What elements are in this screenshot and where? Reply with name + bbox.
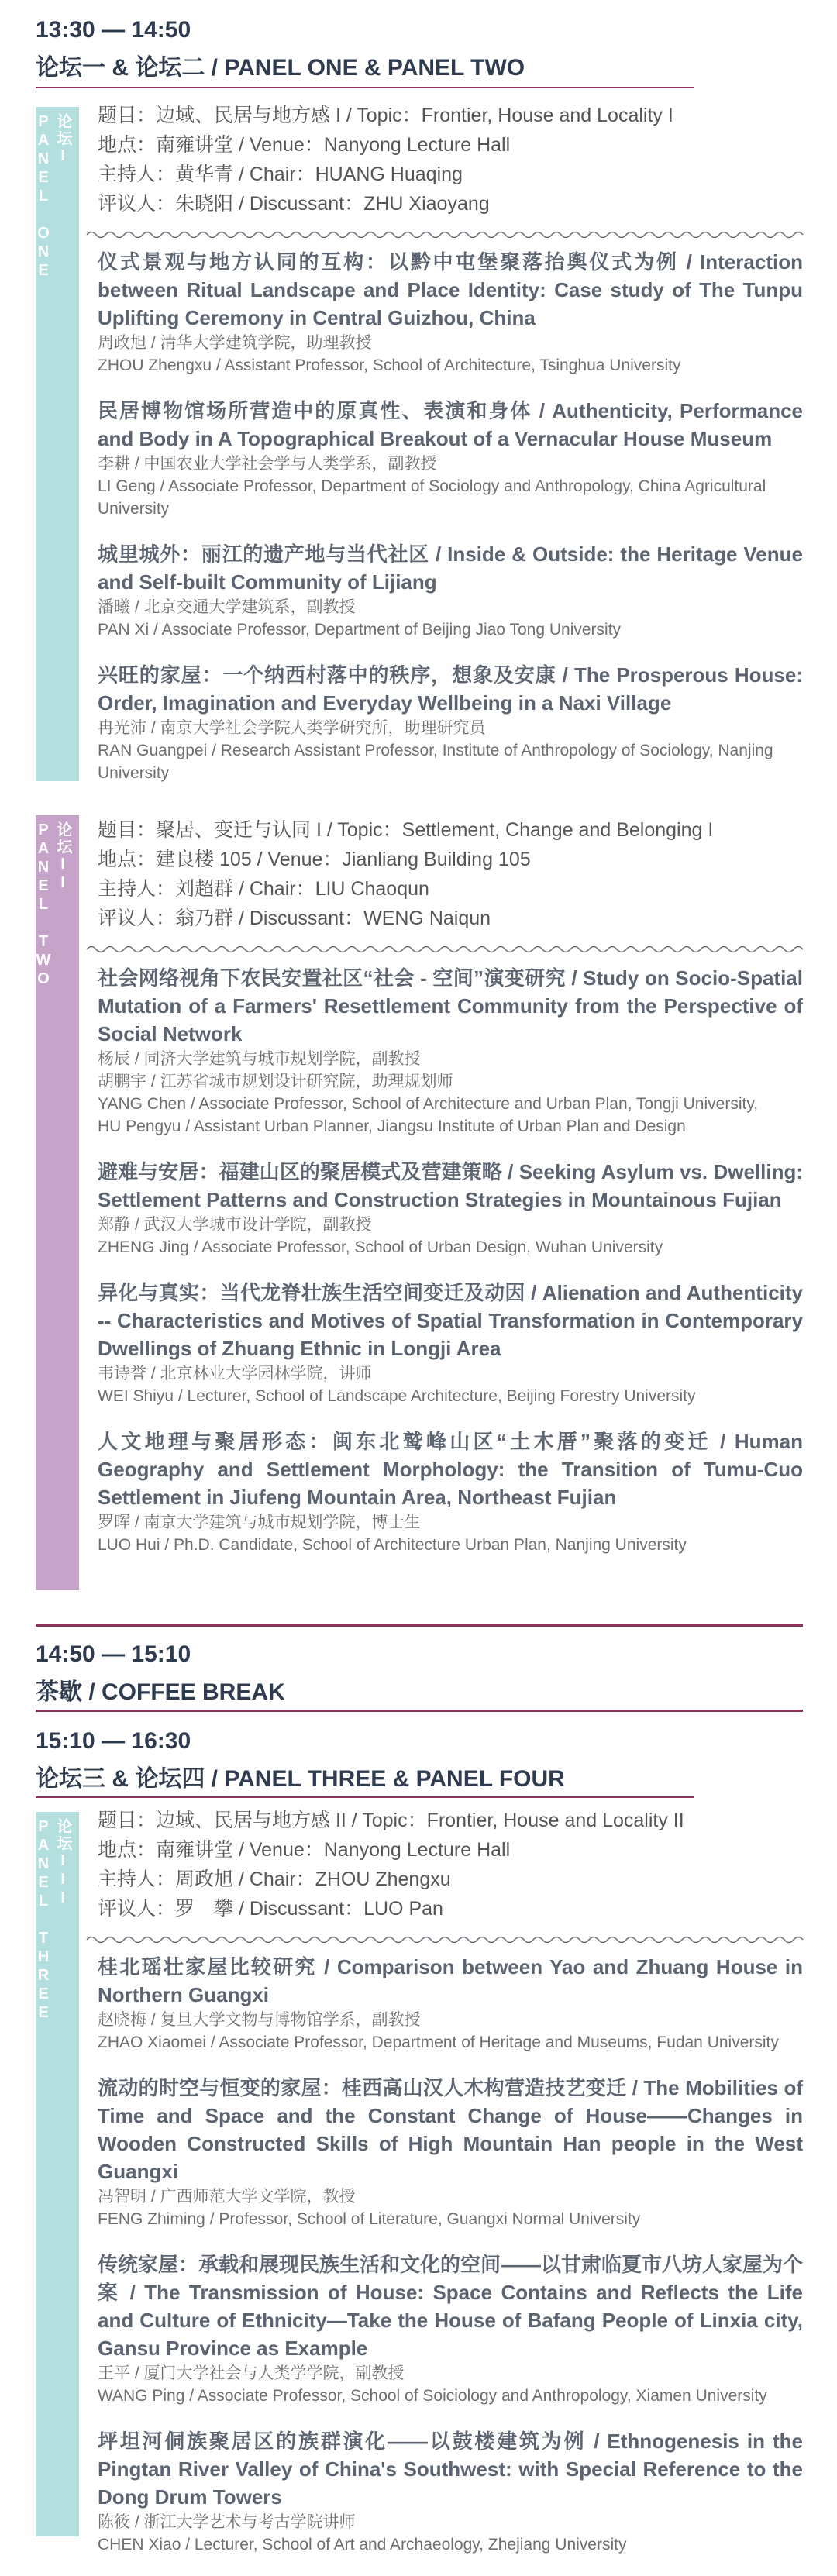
panel-chair: 主持人：周政旭 / Chair：ZHOU Zhengxu — [98, 1868, 451, 1890]
panel-two-info — [98, 815, 713, 933]
talk-presenter — [98, 2362, 803, 2407]
talk-item — [98, 1953, 803, 2054]
presenter-cn: 胡鹏宇 / 江苏省城市规划设计研究院，助理规划师 — [98, 1073, 453, 1090]
presenter-en: CHEN Xiao / Lecturer, School of Art and Archaeology, Zhejiang University — [98, 2536, 627, 2554]
slot-time: 13:30 — 14:50 — [36, 17, 191, 43]
talk-item — [98, 1279, 803, 1407]
panel-topic: 题目：边域、民居与地方感 II / Topic：Frontier, House and Locality II — [98, 1810, 684, 1831]
talk-item — [98, 2074, 803, 2230]
talk-title: 兴旺的家屋：一个纳西村落中的秩序，想象及安康 / The Prosperous House: Order, Imagination and Everyday Wellbeing in a Naxi Village — [98, 663, 803, 715]
slot-divider — [36, 1796, 694, 1798]
panel-chair: 主持人：黄华青 / Chair：HUANG Huaqing — [98, 164, 463, 185]
talk-item — [98, 2251, 803, 2407]
presenter-en: HU Pengyu / Assistant Urban Planner, Jiangsu Institute of Urban Plan and Design — [98, 1118, 686, 1135]
presenter-cn: 冯智明 / 广西师范大学文学院，教授 — [98, 2188, 356, 2206]
panel-topic: 题目：边域、民居与地方感 I / Topic：Frontier, House and Locality I — [98, 105, 673, 126]
panel-one-talks — [98, 248, 803, 804]
presenter-cn: 冉光沛 / 南京大学社会学院人类学研究所，助理研究员 — [98, 719, 486, 737]
panel-topic: 题目：聚居、变迁与认同 I / Topic：Settlement, Change and Belonging I — [98, 819, 714, 841]
panel-label-en: PANEL THREE — [35, 1818, 52, 2023]
talk-title: 仪式景观与地方认同的互构：以黔中屯堡聚落抬舆仪式为例 / Interaction between Ritual Landscape and Place Identity: Case study of The Tunpu Uplifting Ceremony in Central Guizhou, China — [98, 250, 803, 329]
presenter-cn: 杨辰 / 同济大学建筑与城市规划学院，副教授 — [98, 1050, 421, 1068]
talk-title: 避难与安居：福建山区的聚居模式及营建策略 / Seeking Asylum vs. Dwelling: Settlement Patterns and Construction Strategies in Mountainous Fujian — [98, 1160, 803, 1211]
presenter-cn: 罗晖 / 南京大学建筑与城市规划学院，博士生 — [98, 1514, 421, 1531]
presenter-cn: 李耕 / 中国农业大学社会学与人类学系，副教授 — [98, 455, 437, 473]
presenter-en: YANG Chen / Associate Professor, School of Architecture and Urban Plan, Tongji University, — [98, 1095, 759, 1113]
presenter-cn: 陈筱 / 浙江大学艺术与考古学院讲师 — [98, 2513, 356, 2531]
slot-title: 论坛一 & 论坛二 / PANEL ONE & PANEL TWO — [36, 55, 525, 81]
talk-presenter — [98, 717, 803, 784]
talk-item — [98, 1158, 803, 1259]
panel-discussant: 评议人：翁乃群 / Discussant：WENG Naiqun — [98, 907, 491, 929]
talk-item — [98, 248, 803, 377]
talk-title: 传统家屋：承载和展现民族生活和文化的空间——以甘肃临夏市八坊人家屋为个案 / The Transmission of House: Space Contains and Reflects the Life and Culture of Ethnicity—Take the House of Bafang People of Linxia city, Gansu Province as Example — [98, 2253, 804, 2360]
talk-title: 异化与真实：当代龙脊壮族生活空间变迁及动因 / Alienation and Authenticity -- Characteristics and Motives of Spatial Transformation in Contemporary Dwellings of Zhuang Ethnic in Longji Area — [98, 1281, 803, 1360]
presenter-cn: 韦诗誉 / 北京林业大学园林学院，讲师 — [98, 1365, 372, 1383]
presenter-en: RAN Guangpei / Research Assistant Professor, Institute of Anthropology of Sociology, Nanjing University — [98, 742, 773, 782]
panel-label-cn: 论坛III — [54, 1818, 71, 1908]
talk-item — [98, 661, 803, 784]
talk-title: 社会网络视角下农民安置社区“社会 - 空间”演变研究 / Study on Socio-Spatial Mutation of a Farmers' Resettlement Community from the Perspective of Social Network — [98, 966, 803, 1045]
talk-presenter — [98, 332, 803, 377]
presenter-en: PAN Xi / Associate Professor, Department of Beijing Jiao Tong University — [98, 621, 622, 639]
talk-presenter — [98, 453, 803, 520]
talk-presenter — [98, 1214, 803, 1259]
talk-title: 民居博物馆场所营造中的原真性、表演和身体 / Authenticity, Performance and Body in A Topographical Breakout of a Vernacular House Museum — [98, 399, 803, 450]
panel-venue: 地点：建良楼 105 / Venue：Jianliang Building 105 — [98, 849, 531, 870]
talk-presenter — [98, 596, 803, 641]
talk-item — [98, 397, 803, 520]
talk-item — [98, 2427, 803, 2556]
talk-presenter — [98, 2511, 803, 2556]
panel-label-en: PANEL ONE — [35, 113, 52, 281]
presenter-cn: 潘曦 / 北京交通大学建筑系，副教授 — [98, 598, 356, 616]
talk-title: 坪坦河侗族聚居区的族群演化——以鼓楼建筑为例 / Ethnogenesis in the Pingtan River Valley of China's Southwest: with Special Reference to the Dong Drum Towers — [98, 2430, 803, 2509]
presenter-cn: 赵晓梅 / 复旦大学文物与博物馆学系，副教授 — [98, 2011, 421, 2029]
presenter-en: LUO Hui / Ph.D. Candidate, School of Architecture Urban Plan, Nanjing University — [98, 1536, 687, 1554]
presenter-en: ZHENG Jing / Associate Professor, School of Urban Design, Wuhan University — [98, 1238, 663, 1256]
presenter-en: FENG Zhiming / Professor, School of Literature, Guangxi Normal University — [98, 2210, 641, 2228]
panel-three-info — [98, 1806, 684, 1923]
presenter-en: ZHAO Xiaomei / Associate Professor, Department of Heritage and Museums, Fudan University — [98, 2034, 779, 2051]
talk-presenter — [98, 1362, 803, 1407]
panel-label-en: PANEL TWO — [35, 821, 52, 989]
panel-label-cn: 论坛I — [54, 113, 71, 166]
presenter-cn: 郑静 / 武汉大学城市设计学院，副教授 — [98, 1216, 372, 1234]
panel-three-talks — [98, 1953, 803, 2576]
panel-venue: 地点：南雍讲堂 / Venue：Nanyong Lecture Hall — [98, 1839, 511, 1861]
section-divider — [36, 1710, 803, 1712]
wave-divider — [87, 944, 803, 955]
panel-two-label — [35, 821, 74, 989]
wave-divider — [87, 229, 803, 240]
slot-time: 15:10 — 16:30 — [36, 1728, 191, 1754]
talk-item — [98, 540, 803, 641]
presenter-en: ZHOU Zhengxu / Assistant Professor, School of Architecture, Tsinghua University — [98, 356, 681, 374]
talk-item — [98, 964, 803, 1138]
slot-time: 14:50 — 15:10 — [36, 1641, 191, 1667]
panel-label-cn: 论坛II — [54, 821, 71, 893]
panel-one-info — [98, 101, 673, 219]
panel-three-label — [35, 1818, 74, 2023]
slot-divider — [36, 87, 694, 88]
slot-title: 论坛三 & 论坛四 / PANEL THREE & PANEL FOUR — [36, 1766, 565, 1792]
talk-presenter — [98, 1511, 803, 1556]
panel-two-talks — [98, 964, 803, 1576]
panel-chair: 主持人：刘超群 / Chair：LIU Chaoqun — [98, 878, 429, 900]
presenter-en: LI Geng / Associate Professor, Department of Sociology and Anthropology, China Agricultural University — [98, 477, 766, 518]
wave-divider — [87, 1934, 803, 1945]
panel-discussant: 评议人：罗 攀 / Discussant：LUO Pan — [98, 1898, 443, 1920]
presenter-cn: 王平 / 厦门大学社会与人类学学院，副教授 — [98, 2364, 405, 2382]
presenter-cn: 周政旭 / 清华大学建筑学院，助理教授 — [98, 334, 372, 352]
talk-item — [98, 1427, 803, 1556]
section-divider — [36, 1624, 803, 1627]
presenter-en: WEI Shiyu / Lecturer, School of Landscape Architecture, Beijing Forestry University — [98, 1387, 696, 1405]
slot-title: 茶歇 / COFFEE BREAK — [36, 1679, 285, 1705]
talk-title: 流动的时空与恒变的家屋：桂西高山汉人木构营造技艺变迁 / The Mobilities of Time and Space and the Constant Change of House——Changes in Wooden Constructed Skills of High Mountain Han people in the West Guangxi — [98, 2076, 803, 2183]
talk-title: 城里城外：丽江的遗产地与当代社区 / Inside & Outside: the Heritage Venue and Self-built Community of Lijiang — [98, 542, 803, 594]
talk-presenter — [98, 2009, 803, 2054]
talk-title: 桂北瑶壮家屋比较研究 / Comparison between Yao and Zhuang House in Northern Guangxi — [98, 1955, 803, 2006]
panel-one-label — [35, 113, 74, 281]
presenter-en: WANG Ping / Associate Professor, School of Soiciology and Anthropology, Xiamen University — [98, 2387, 767, 2405]
talk-presenter — [98, 1048, 803, 1138]
talk-presenter — [98, 2185, 803, 2230]
panel-venue: 地点：南雍讲堂 / Venue：Nanyong Lecture Hall — [98, 134, 511, 156]
panel-discussant: 评议人：朱晓阳 / Discussant：ZHU Xiaoyang — [98, 193, 490, 215]
talk-title: 人文地理与聚居形态：闽东北鹫峰山区“土木厝”聚落的变迁 / Human Geography and Settlement Morphology: the Transition of Tumu-Cuo Settlement in Jiufeng Mountain Area, Northeast Fujian — [98, 1430, 803, 1509]
